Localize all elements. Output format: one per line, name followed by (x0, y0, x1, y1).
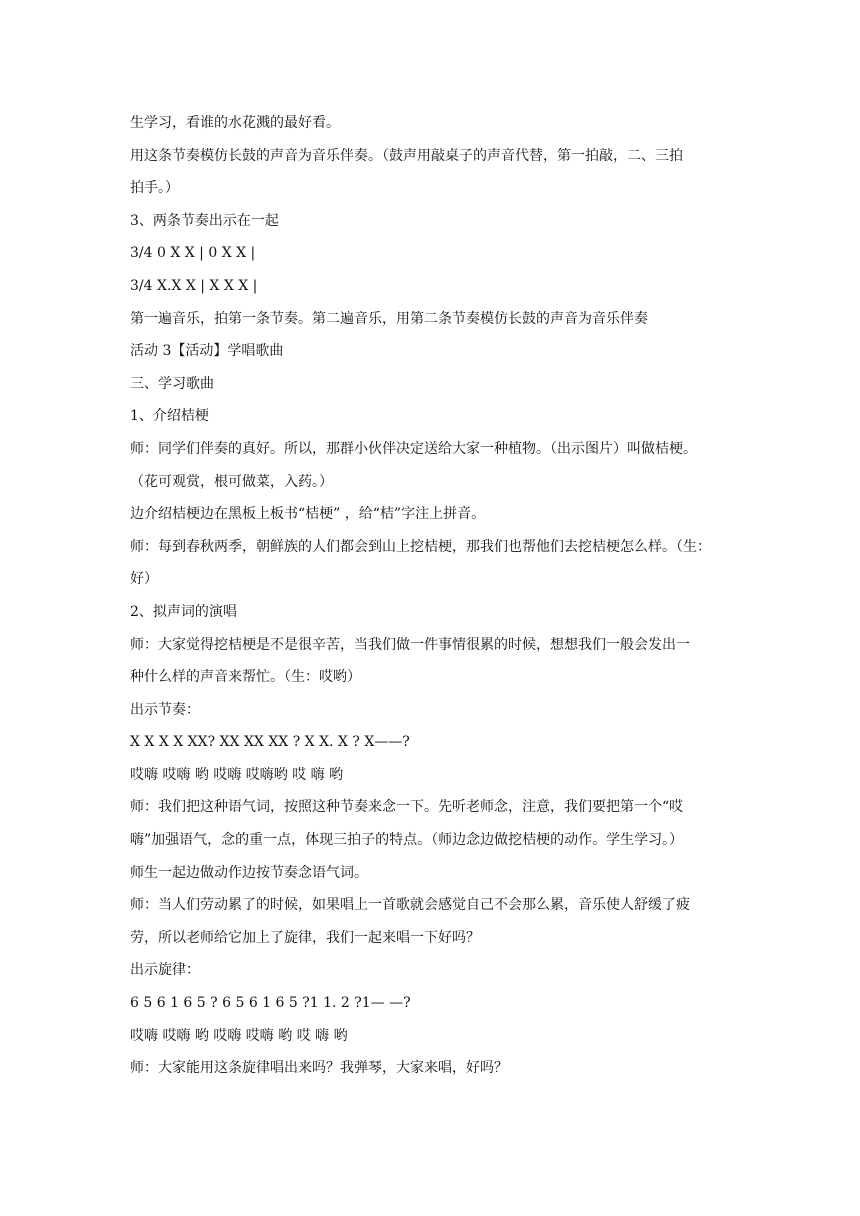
text-line: 生学习，看谁的水花溅的最好看。 (130, 115, 340, 131)
activity-heading: 活动 3【活动】学唱歌曲 (130, 343, 284, 360)
text-line: 出示节奏： (130, 701, 200, 718)
text-line: 好） (130, 571, 158, 588)
text-line: 师：我们把这种语气词，按照这种节奏来念一下。先听老师念，注意，我们要把第一个“哎 (130, 799, 684, 816)
text-line: 种什么样的声音来帮忙。（生：哎哟） (130, 669, 361, 686)
text-line: 嗨”加强语气，念的重一点，体现三拍子的特点。（师边念边做挖桔梗的动作。学生学习。） (130, 832, 684, 849)
text-line: 用这条节奏模仿长鼓的声音为音乐伴奏。（鼓声用敲桌子的声音代替，第一拍敲，二、三拍 (130, 147, 683, 164)
section-heading: 2、拟声词的演唱 (130, 603, 237, 620)
text-line: 拍手。） (130, 180, 179, 197)
text-line: 师生一起边做动作边按节奏念语气词。 (130, 864, 368, 881)
text-line: 边介绍桔梗边在黑板上板书“桔梗” ，给“桔”字注上拼音。 (130, 506, 486, 523)
document-body (130, 107, 742, 1085)
text-line: 师：当人们劳动累了的时候，如果唱上一首歌就会感觉自己不会那么累，音乐使人舒缓了疲 (130, 897, 690, 914)
lyrics-line: 哎嗨 哎嗨 哟 哎嗨 哎嗨 哟 哎 嗨 哟 (130, 1027, 348, 1044)
lyrics-line: 哎嗨 哎嗨 哟 哎嗨 哎嗨哟 哎 嗨 哟 (130, 766, 344, 783)
rhythm-notation: X X X X XX? XX XX XX ? X X. X ? X——? (130, 734, 410, 751)
text-line: 师：大家觉得挖桔梗是不是很辛苦，当我们做一件事情很累的时候，想想我们一般会发出一 (130, 636, 690, 653)
text-line: 师：大家能用这条旋律唱出来吗？我弹琴，大家来唱，好吗？ (130, 1060, 508, 1077)
section-heading: 3、两条节奏出示在一起 (130, 212, 279, 229)
text-line: 出示旋律： (130, 962, 200, 979)
section-heading: 三、学习歌曲 (130, 375, 214, 392)
text-line: 第一遍音乐，拍第一条节奏。第二遍音乐，用第二条节奏模仿长鼓的声音为音乐伴奏 (130, 310, 648, 327)
text-line: 劳，所以老师给它加上了旋律，我们一起来唱一下好吗？ (130, 929, 480, 946)
melody-notation: 6 5 6 1 6 5 ? 6 5 6 1 6 5 ?1 1. 2 ?1— —? (130, 995, 411, 1012)
section-heading: 1、介绍桔梗 (130, 408, 209, 425)
rhythm-notation: 3/4 0 X X | 0 X X | (130, 245, 256, 262)
text-line: 师：同学们伴奏的真好。所以，那群小伙伴决定送给大家一种植物。（出示图片）叫做桔梗。 (130, 440, 697, 457)
text-line: （花可观赏，根可做菜，入药。） (130, 473, 333, 490)
text-line: 师：每到春秋两季，朝鲜族的人们都会到山上挖桔梗，那我们也帮他们去挖桔梗怎么样。（生： (130, 538, 711, 555)
rhythm-notation: 3/4 X.X X | X X X | (130, 277, 258, 294)
